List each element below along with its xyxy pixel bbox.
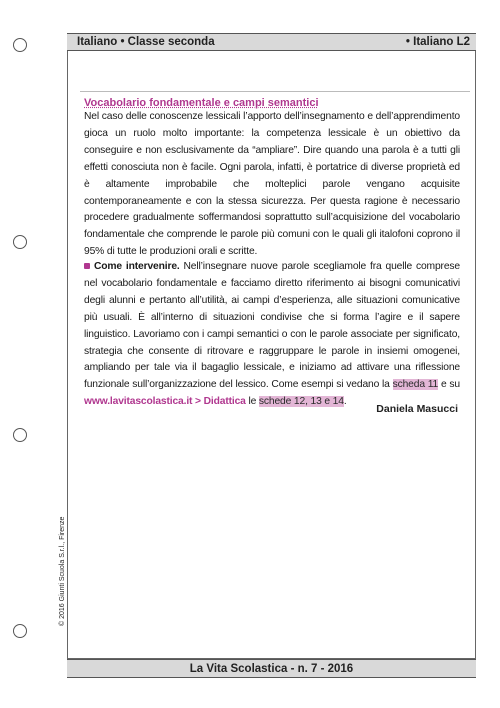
reference-scheda-11[interactable]: scheda 11 — [392, 379, 439, 391]
paragraph-lead: Come intervenire. — [94, 261, 180, 272]
binder-hole-2 — [13, 235, 27, 249]
section-title: Vocabolario fondamentale e campi semantici — [84, 97, 319, 109]
bullet-icon — [84, 263, 90, 269]
header-section: • Italiano L2 — [405, 36, 470, 48]
page-header — [67, 33, 476, 51]
website-link[interactable]: www.lavitascolastica.it > Didattica — [84, 396, 246, 408]
header-subject: Italiano • Classe seconda — [77, 36, 215, 48]
copyright-notice: © 2016 Giunti Scuola S.r.l., Firenze — [59, 516, 66, 626]
page-footer — [67, 659, 476, 678]
paragraph-intro: Nel caso delle conoscenze lessicali l’apporto dell’insegnamento e dell’apprendimento gioca un ruolo molto importante: la competenza lessicale è un obiettivo da conseguire e non esclusivamente da “ampliare”. Dire quando una parola è a tutti gli effetti conosciuta non è facile. Ogni parola, infatti, è portatrice di diverse proprietà ed è altamente improbabile che molteplici parole vengano acquisite contemporaneamente e con la stessa sicurezza. Per questa ragione è necessario procedere gradualmente soffermandosi soprattutto sull’acquisizione del vocabolario fondamentale che comprende le parole più comuni con le quali gli italofoni coprono il 95% di tutte le produzioni orali e scritte. — [84, 111, 460, 258]
paragraph-connector-2: le — [245, 396, 259, 408]
binder-hole-1 — [13, 38, 27, 52]
author-name: Daniela Masucci — [376, 403, 458, 415]
binder-hole-4 — [13, 624, 27, 638]
paragraph-end: . — [343, 396, 347, 408]
divider — [80, 91, 470, 92]
paragraph-connector: e su — [438, 379, 460, 391]
footer-issue: La Vita Scolastica - n. 7 - 2016 — [189, 662, 354, 675]
binder-hole-3 — [13, 428, 27, 442]
paragraph-how-to — [84, 259, 460, 411]
paragraph-body: Nell’insegnare nuove parole scegliamole fra quelle comprese nel vocabolario fondamentale e facciamo diretto riferimento ai bisogni comunicativi degli alunni e pertanto all’utilità, ai campi d’esperienza, alle situazioni comunicative più usuali. È all’interno di situazioni condivise che si forma l’agire e il sapere linguistico. Lavoriamo con i campi semantici o con le parole associate per significato, strategia che consente di ritrovare e raggruppare le parole in insiemi omogenei, ampliando per tale via il bagaglio lessicale, e iniziamo ad attivare una riflessione funzionale sull’organizzazione del lessico. Come esempi si vedano la — [84, 261, 460, 391]
reference-schede-12-14[interactable]: schede 12, 13 e 14 — [258, 396, 344, 408]
